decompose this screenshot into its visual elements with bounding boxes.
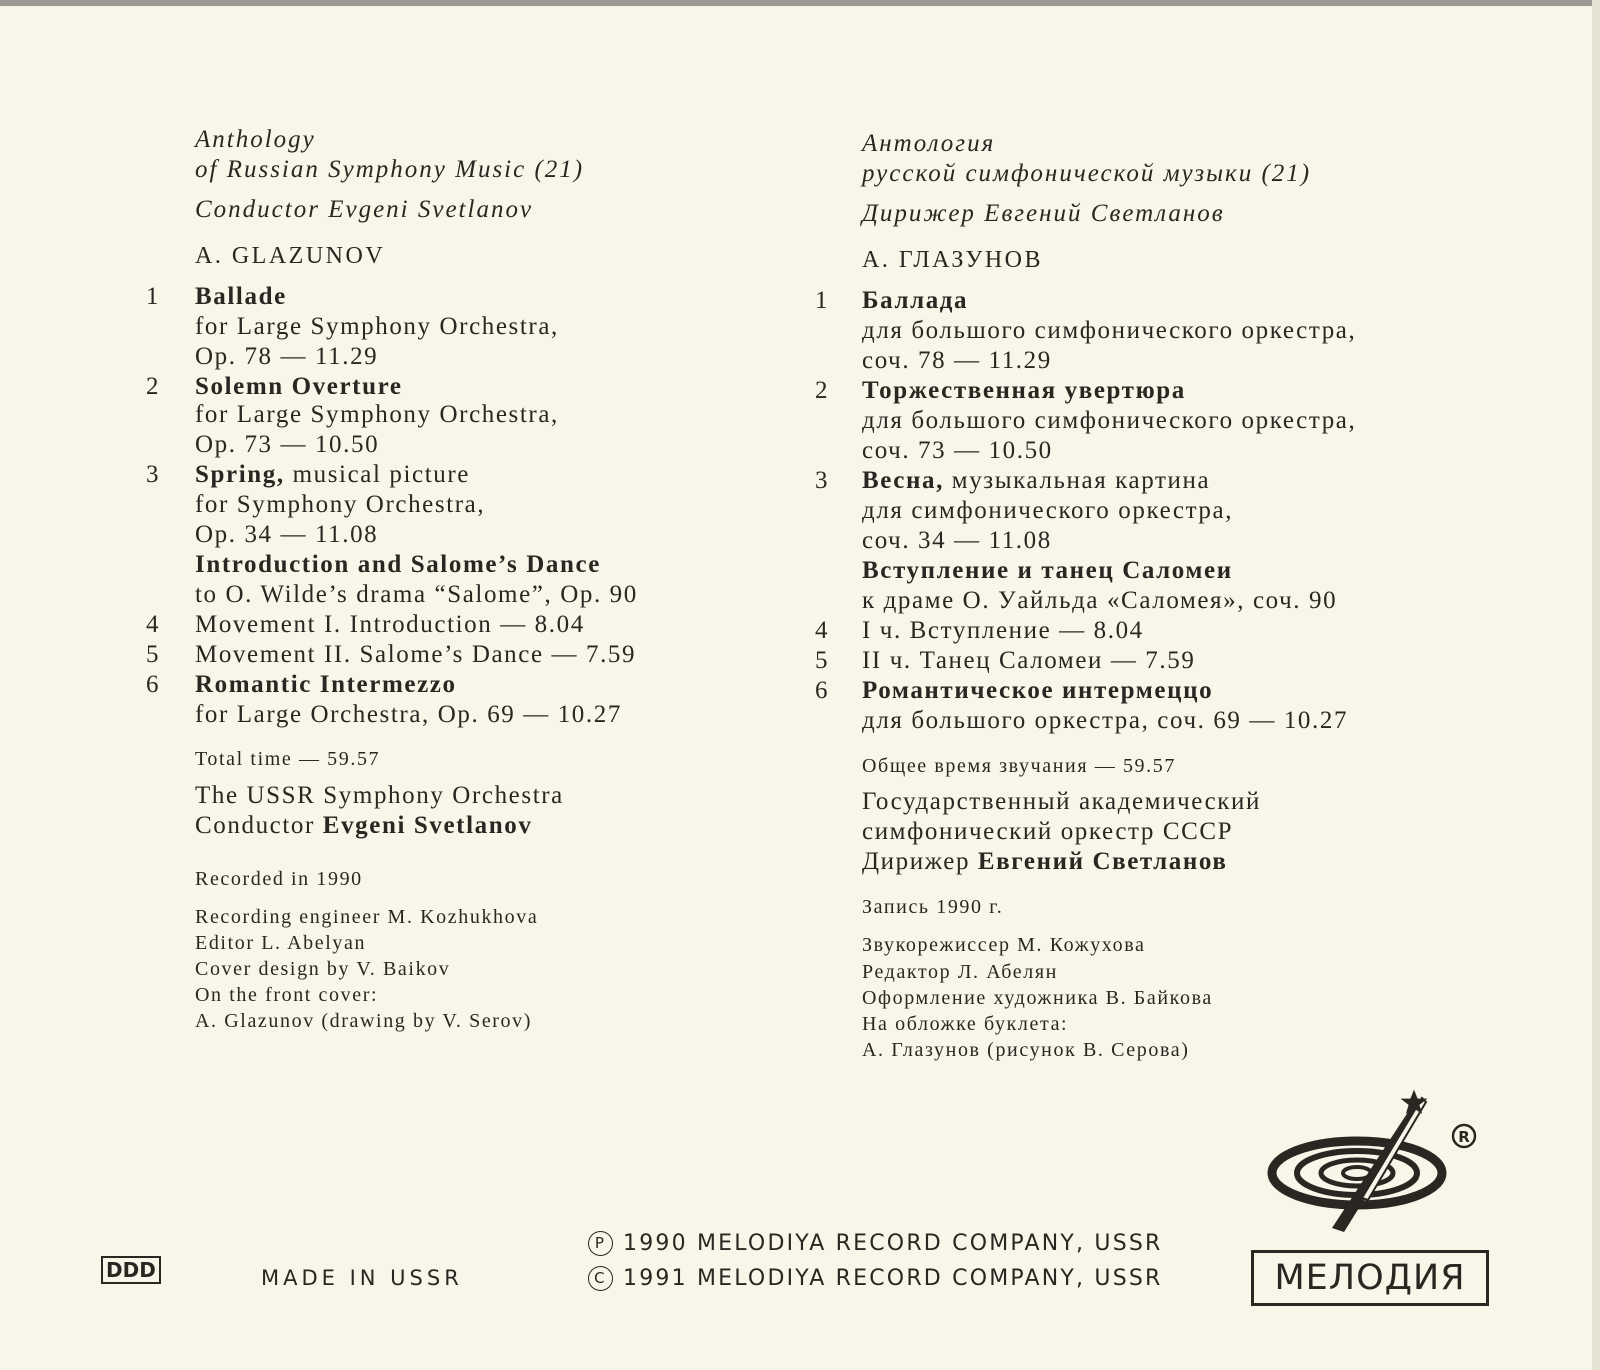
track-detail: для большого оркестра, соч. 69 — 10.27 — [862, 707, 1349, 734]
track-title: Весна, — [862, 467, 944, 494]
track-number: 5 — [815, 647, 828, 674]
copyright-line — [588, 1266, 1163, 1291]
work-subtitle: к драме О. Уайльда «Саломея», соч. 90 — [862, 587, 1338, 614]
track-detail: для большого симфонического оркестра, — [862, 317, 1357, 344]
work-subtitle: to O. Wilde’s drama “Salome”, Op. 90 — [195, 581, 638, 608]
track-number: 2 — [815, 377, 828, 404]
series-conductor: Дирижер Евгений Светланов — [862, 200, 1225, 227]
track-detail: for Large Orchestra, Op. 69 — 10.27 — [195, 701, 622, 728]
track-detail: Op. 73 — 10.50 — [195, 431, 380, 458]
total-time: Общее время звучания — 59.57 — [862, 755, 1176, 777]
melodiya-logo-text: МЕЛОДИЯ — [1251, 1250, 1489, 1306]
track-number: 3 — [815, 467, 828, 494]
track-detail: соч. 34 — 11.08 — [862, 527, 1052, 554]
track-title: Баллада — [862, 287, 969, 314]
credit-line: А. Глазунов (рисунок В. Серова) — [862, 1039, 1190, 1061]
series-title-line2: of Russian Symphony Music (21) — [195, 156, 585, 183]
credit-line: Recording engineer M. Kozhukhova — [195, 906, 539, 928]
track-title: Романтическое интермеццо — [862, 677, 1214, 704]
movement-line: Movement I. Introduction — 8.04 — [195, 611, 585, 638]
conductor-name: Evgeni Svetlanov — [322, 812, 533, 839]
movement-line: I ч. Вступление — 8.04 — [862, 617, 1144, 644]
credit-line: Editor L. Abelyan — [195, 932, 367, 954]
track-title: Spring, — [195, 461, 285, 488]
track-number: 3 — [146, 461, 159, 488]
total-time: Total time — 59.57 — [195, 748, 381, 770]
credit-line: Cover design by V. Baikov — [195, 958, 451, 980]
credit-line: Оформление художника В. Байкова — [862, 987, 1213, 1009]
conductor-prefix: Дирижер — [862, 848, 978, 875]
track-number: 4 — [815, 617, 828, 644]
track-title: Ballade — [195, 283, 287, 310]
melodiya-logo-icon — [1262, 1088, 1482, 1238]
series-title-line1: Anthology — [195, 126, 316, 153]
registered-mark-icon — [1453, 1125, 1475, 1147]
track-title-line — [862, 467, 1210, 495]
track-title: Торжественная увертюра — [862, 377, 1186, 404]
track-number: 6 — [815, 677, 828, 704]
credit-line: A. Glazunov (drawing by V. Serov) — [195, 1010, 533, 1032]
track-detail: для большого симфонического оркестра, — [862, 407, 1357, 434]
orchestra-name: The USSR Symphony Orchestra — [195, 782, 564, 809]
recorded-year: Recorded in 1990 — [195, 868, 363, 890]
track-detail: соч. 73 — 10.50 — [862, 437, 1053, 464]
track-title-suffix: musical picture — [284, 461, 470, 488]
track-number: 4 — [146, 611, 159, 638]
scan-right-edge — [1592, 0, 1600, 1370]
track-title: Solemn Overture — [195, 373, 403, 400]
orchestra-name-line2: симфонический оркестр СССР — [862, 818, 1234, 845]
phonogram-line — [588, 1231, 1163, 1256]
track-detail: соч. 78 — 11.29 — [862, 347, 1052, 374]
conductor-line — [862, 848, 1227, 876]
copyright-text: 1991 MELODIYA RECORD COMPANY, USSR — [623, 1266, 1163, 1291]
work-title: Introduction and Salome’s Dance — [195, 551, 601, 578]
credit-line: На обложке буклета: — [862, 1013, 1069, 1035]
track-number: 2 — [146, 373, 159, 400]
conductor-name: Евгений Светланов — [977, 848, 1228, 875]
track-detail: Op. 78 — 11.29 — [195, 343, 379, 370]
series-title-line2: русской симфонической музыки (21) — [862, 160, 1312, 187]
movement-line: II ч. Танец Саломеи — 7.59 — [862, 647, 1196, 674]
track-detail: для симфонического оркестра, — [862, 497, 1234, 524]
series-title-line1: Антология — [862, 130, 996, 157]
track-number: 5 — [146, 641, 159, 668]
track-title: Romantic Intermezzo — [195, 671, 457, 698]
series-conductor: Conductor Evgeni Svetlanov — [195, 196, 534, 223]
scan-top-edge — [0, 0, 1600, 6]
ddd-badge: DDD — [101, 1256, 161, 1284]
track-number: 1 — [146, 283, 159, 310]
made-in-label: MADE IN USSR — [261, 1266, 463, 1290]
movement-line: Movement II. Salome’s Dance — 7.59 — [195, 641, 637, 668]
track-title-line — [195, 461, 470, 489]
registered-mark-text: R — [1458, 1128, 1470, 1146]
track-detail: for Large Symphony Orchestra, — [195, 401, 559, 428]
phonogram-text: 1990 MELODIYA RECORD COMPANY, USSR — [623, 1231, 1163, 1256]
credit-line: On the front cover: — [195, 984, 379, 1006]
phonogram-symbol: P — [588, 1231, 613, 1256]
recorded-year: Запись 1990 г. — [862, 896, 1004, 918]
composer-name: А. ГЛАЗУНОВ — [862, 247, 1044, 273]
credit-line: Звукорежиссер М. Кожухова — [862, 934, 1146, 956]
track-detail: Op. 34 — 11.08 — [195, 521, 379, 548]
track-detail: for Large Symphony Orchestra, — [195, 313, 559, 340]
composer-name: A. GLAZUNOV — [195, 243, 386, 269]
credit-line: Редактор Л. Абелян — [862, 961, 1058, 983]
copyright-symbol: C — [588, 1266, 613, 1291]
track-number: 6 — [146, 671, 159, 698]
conductor-prefix: Conductor — [195, 812, 323, 839]
track-number: 1 — [815, 287, 828, 314]
track-detail: for Symphony Orchestra, — [195, 491, 486, 518]
orchestra-name-line1: Государственный академический — [862, 788, 1262, 815]
work-title: Вступление и танец Саломеи — [862, 557, 1233, 584]
track-title-suffix: музыкальная картина — [943, 467, 1211, 494]
conductor-line — [195, 812, 532, 840]
